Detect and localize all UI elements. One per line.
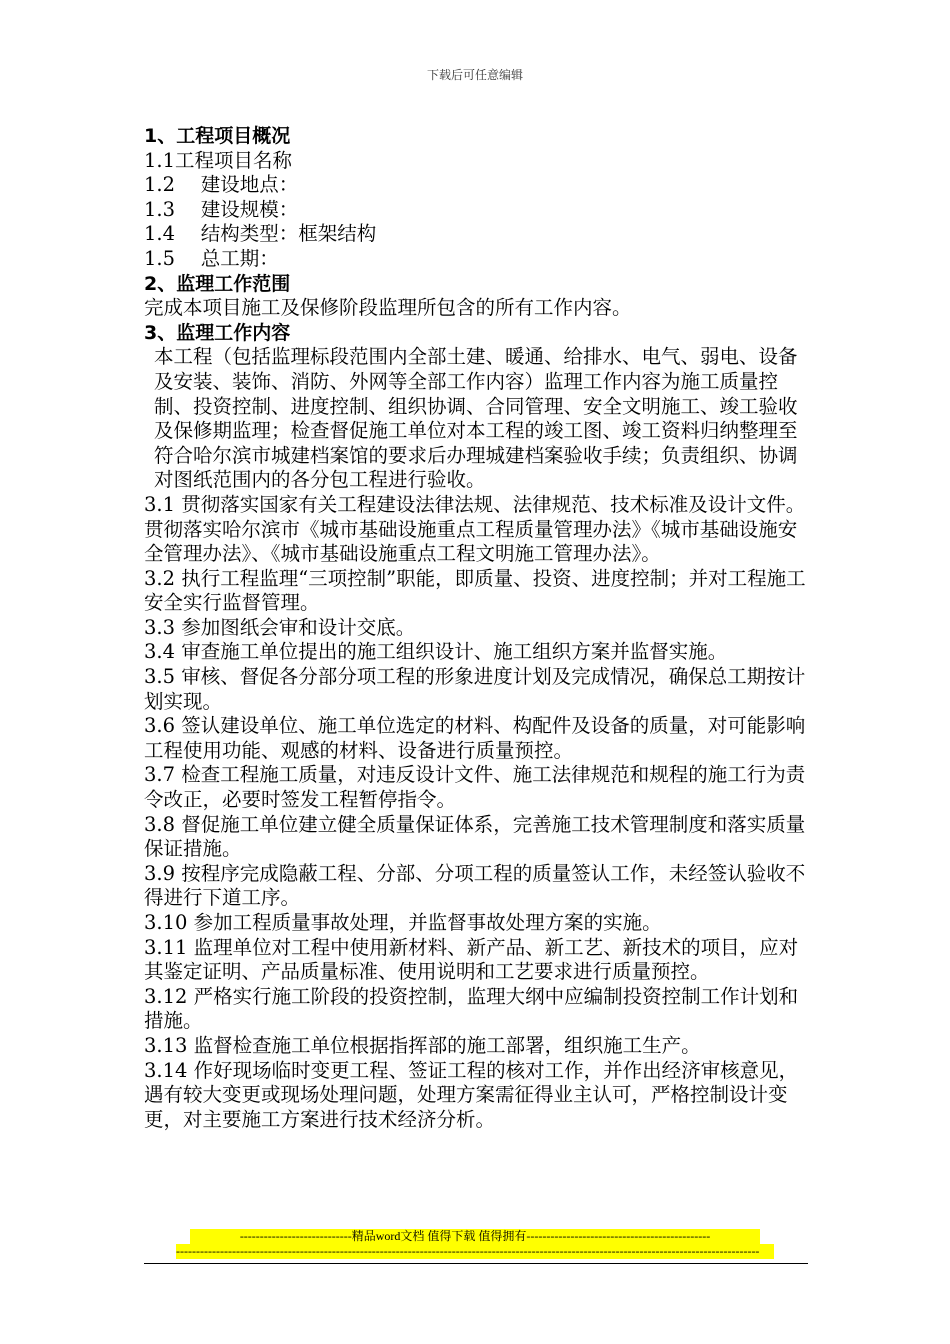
item-3-12: 3.12 严格实行施工阶段的投资控制，监理大纲中应编制投资控制工作计划和措施。: [144, 984, 799, 1033]
section-2-heading: 2、监理工作范围: [144, 272, 291, 295]
item-3-3: 3.3 参加图纸会审和设计交底。: [144, 615, 416, 639]
section-3-heading: 3、监理工作内容: [144, 321, 291, 344]
item-3-8: 3.8 督促施工单位建立健全质量保证体系，完善施工技术管理制度和落实质量保证措施。: [144, 812, 806, 861]
item-1-4: 1.4 结构类型：框架结构: [144, 222, 377, 246]
section-1-heading: 1、工程项目概况: [144, 125, 291, 147]
item-3-14: 3.14 作好现场临时变更工程、签证工程的核对工作，并作出经济审核意见，遇有较大变更或现场处理问题，处理方案需征得业主认可，严格控制设计变更，对主要施工方案进行技术经济分析。: [144, 1058, 799, 1131]
item-1-1: 1.1工程项目名称: [144, 148, 293, 172]
item-1-2: 1.2 建设地点：: [144, 173, 299, 197]
footer-banner: ----------------------------精品word文档 值得下载 值得拥有----------------------------------------------: [190, 1229, 760, 1244]
section-2-text: 完成本项目施工及保修阶段监理所包含的所有工作内容。: [144, 296, 632, 320]
document-body: [144, 124, 808, 1132]
footer-rule: [144, 1263, 808, 1264]
item-3-13: 3.13 监督检查施工单位根据指挥部的施工部署，组织施工生产。: [144, 1033, 701, 1057]
item-3-2: 3.2 执行工程监理“三项控制”职能，即质量、投资、进度控制；并对工程施工安全实行监督管理。: [144, 566, 806, 615]
item-3-6: 3.6 签认建设单位、施工单位选定的材料、构配件及设备的质量，对可能影响工程使用功能、观感的材料、设备进行质量预控。: [144, 714, 806, 762]
item-1-5: 1.5 总工期：: [144, 246, 279, 270]
item-3-5: 3.5 审核、督促各分部分项工程的形象进度计划及完成情况，确保总工期按计划实现。: [144, 665, 806, 713]
footer-dash-line: --------------------------------------------------------------------------------------------------------------------------------------------------: [176, 1244, 774, 1259]
header-note: 下载后可任意编辑: [426, 68, 523, 82]
item-3-4: 3.4 审查施工单位提出的施工组织设计、施工组织方案并监督实施。: [144, 640, 728, 664]
item-3-9: 3.9 按程序完成隐蔽工程、分部、分项工程的质量签认工作，未经签认验收不得进行下道工序。: [144, 861, 806, 910]
item-3-1: 3.1 贯彻落实国家有关工程建设法律法规、法律规范、技术标准及设计文件。贯彻落实哈尔滨市《城市基础设施重点工程质量管理办法》《城市基础设施安全管理办法》、《城市基础设施重点工程文明施工管理办法》。: [144, 492, 806, 566]
item-3-11: 3.11 监理单位对工程中使用新材料、新产品、新工艺、新技术的项目，应对其鉴定证明、产品质量标准、使用说明和工艺要求进行质量预控。: [144, 935, 799, 984]
item-3-10: 3.10 参加工程质量事故处理，并监督事故处理方案的实施。: [144, 911, 662, 934]
section-3-intro: 本工程（包括监理标段范围内全部土建、暖通、给排水、电气、弱电、设备及安装、装饰、消防、外网等全部工作内容）监理工作内容为施工质量控制、投资控制、进度控制、组织协调、合同管理、安全文明施工、竣工验收及保修期监理；检查督促施工单位对本工程的竣工图、竣工资料归纳整理至符合哈尔滨市城建档案馆的要求后办理城建档案验收手续；负责组织、协调对图纸范围内的各分包工程进行验收。: [154, 345, 798, 492]
item-1-3: 1.3 建设规模：: [144, 197, 299, 221]
item-3-7: 3.7 检查工程施工质量，对违反设计文件、施工法律规范和规程的施工行为责令改正，必要时签发工程暂停指令。: [144, 763, 806, 812]
